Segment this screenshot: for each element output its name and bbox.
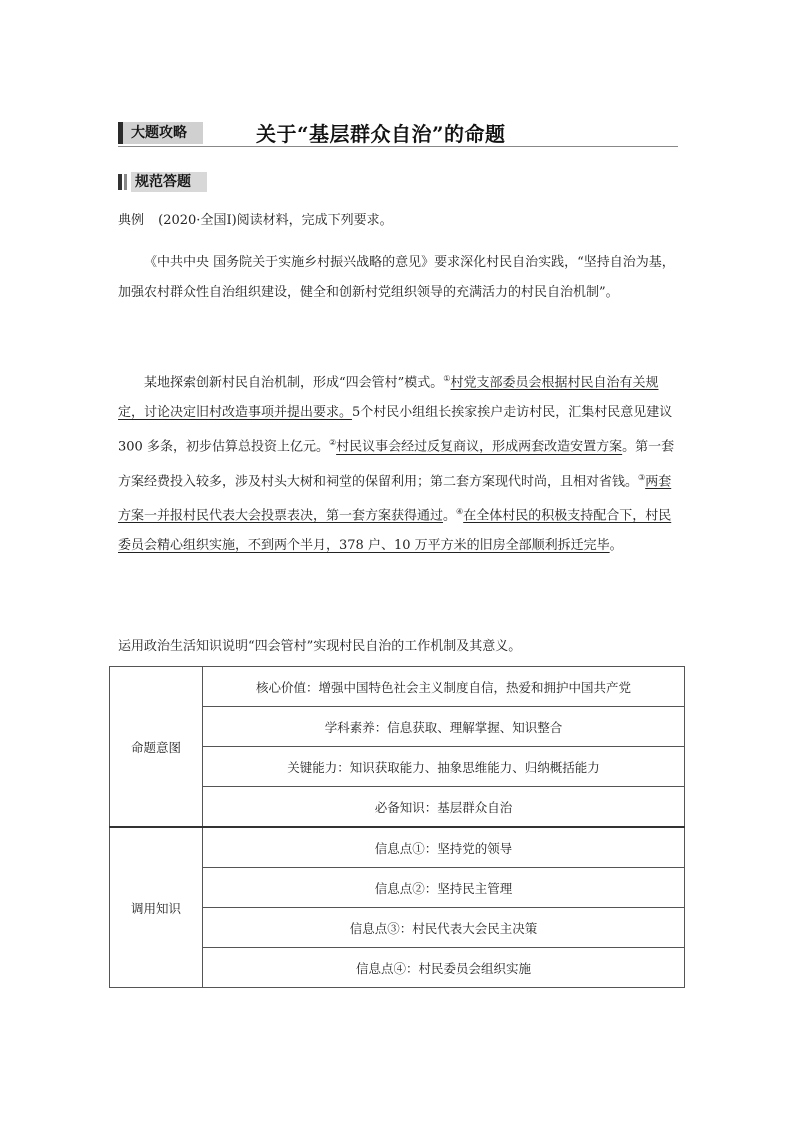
marker-3: ③	[638, 472, 646, 482]
section-marker-icon	[118, 174, 122, 190]
table-cell: 学科素养：信息获取、理解掌握、知识整合	[203, 707, 685, 747]
underlined-segment-2: 村民议事会经过反复商议，形成两套改造安置方案	[336, 439, 623, 455]
underlined-segment-4: 在全体村民的积极支持配合下，村民委员会精心组织实施，不到两个半月，378 户、10 万平方米的旧房全部顺利拆迁完毕	[118, 508, 672, 554]
table-cell: 关键能力：知识获取能力、抽象思维能力、归纳概括能力	[203, 747, 685, 787]
text-segment: 某地探索创新村民自治机制，形成“四会管村”模式。	[144, 375, 444, 391]
page-title: 关于“基层群众自治”的命题	[256, 122, 506, 146]
table-cell: 必备知识：基层群众自治	[203, 787, 685, 828]
section-label: 规范答题	[131, 172, 207, 192]
table-row	[110, 827, 685, 868]
marker-4: ④	[456, 506, 464, 516]
table-row	[110, 667, 685, 707]
example-label: 典例	[118, 213, 145, 228]
underlined-segment-1: 村党支部委员会根据村民自治有关规定，讨论决定旧村改造事项并提出要求。	[118, 375, 659, 421]
table-cell: 信息点②：坚持民主管理	[203, 868, 685, 908]
analysis-table	[109, 666, 685, 988]
text-segment: 5个村民小组组长挨家挨户走访村民，汇集村民意见建议 300 多条，初步估算总投资上亿元。	[118, 405, 673, 455]
text-segment: 。	[609, 538, 623, 554]
intent-label-cell: 命题意图	[110, 667, 203, 828]
example-source: (2020·全国Ⅰ)阅读材料，完成下列要求。	[158, 213, 393, 228]
section-marker-icon-secondary	[124, 174, 127, 190]
table-cell: 信息点①：坚持党的领导	[203, 827, 685, 868]
section-badge: 大题攻略	[118, 122, 203, 144]
text-segment: 。第一套方案经费投入较多，涉及村头大树和祠堂的保留利用；第二套方案现代时尚，且相对省钱。	[118, 439, 675, 489]
example-line	[118, 210, 678, 232]
underlined-segment-3: 两套方案一并报村民代表大会投票表决，第一套方案获得通过	[118, 473, 672, 524]
table-cell: 核心价值：增强中国特色社会主义制度自信，热爱和拥护中国共产党	[203, 667, 685, 707]
marker-1: ①	[443, 374, 451, 383]
question-text: 运用政治生活知识说明“四会管村”实现村民自治的工作机制及其意义。	[118, 639, 522, 654]
table-cell: 信息点④：村民委员会组织实施	[203, 948, 685, 988]
material-paragraph-1: 《中共中央 国务院关于实施乡村振兴战略的意见》要求深化村民自治实践，“坚持自治为基，加强农村群众性自治组织建设，健全和创新村党组织领导的充满活力的村民自治机制”。	[118, 255, 675, 300]
text-segment: 。	[443, 508, 457, 524]
knowledge-label-cell: 调用知识	[110, 827, 203, 988]
table-cell: 信息点③：村民代表大会民主决策	[203, 908, 685, 948]
marker-2: ②	[328, 438, 337, 448]
material-paragraph-2	[118, 364, 678, 561]
header-divider	[118, 146, 678, 147]
page-header	[118, 120, 678, 148]
